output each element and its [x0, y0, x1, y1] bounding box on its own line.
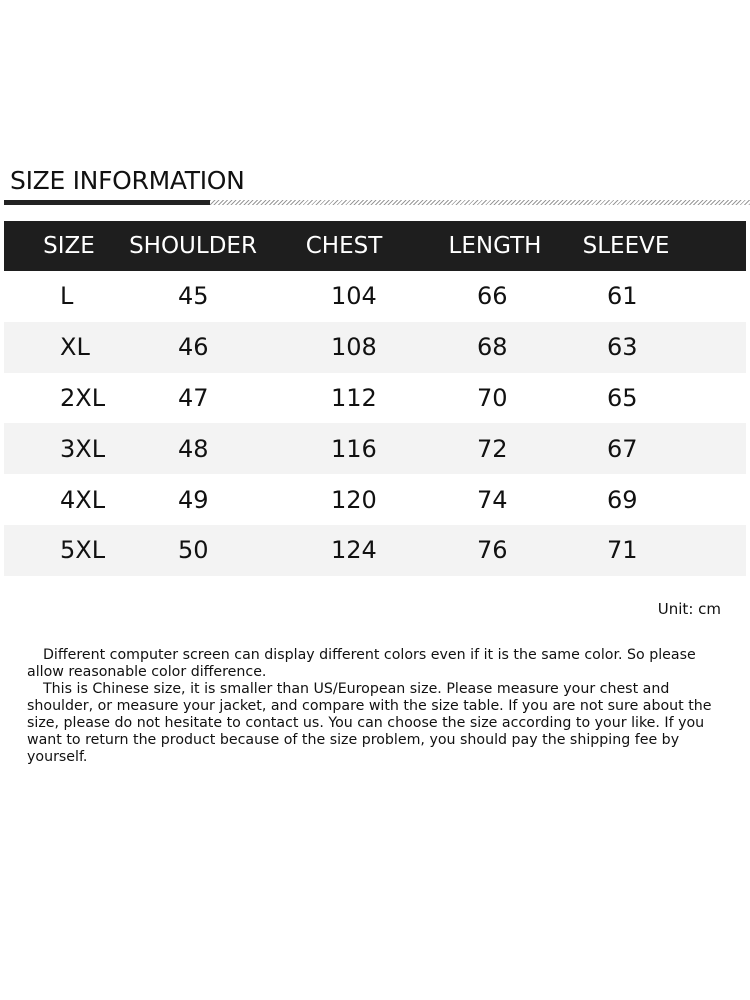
- table-row: [4, 271, 746, 322]
- header-length: LENGTH: [448, 233, 542, 259]
- cell-length: 72: [477, 434, 508, 463]
- cell-length: 66: [477, 282, 508, 311]
- cell-sleeve: 65: [607, 383, 638, 412]
- cell-shoulder: 49: [178, 485, 209, 514]
- header-sleeve: SLEEVE: [582, 233, 670, 259]
- cell-length: 70: [477, 383, 508, 412]
- cell-sleeve: 69: [607, 485, 638, 514]
- cell-size: L: [60, 282, 74, 311]
- cell-chest: 112: [331, 383, 377, 412]
- table-row: [4, 322, 746, 373]
- cell-length: 76: [477, 536, 508, 565]
- cell-chest: 124: [331, 536, 377, 565]
- cell-chest: 104: [331, 282, 377, 311]
- table-row: [4, 525, 746, 576]
- size-table-header: [4, 221, 746, 271]
- cell-shoulder: 45: [178, 282, 209, 311]
- cell-length: 68: [477, 333, 508, 362]
- title-divider-hatch: [210, 200, 750, 205]
- cell-shoulder: 47: [178, 383, 209, 412]
- cell-shoulder: 50: [178, 536, 209, 565]
- cell-size: XL: [60, 333, 90, 362]
- note-size: This is Chinese size, it is smaller than US/European size. Please measure your chest and shoulder, or measure your jacket, and compare with the size table. If you are not sure about the size, please do not hesitate to contact us. You can choose the size according to your like. If you want to return the product because of the size problem, you should pay the shipping fee by yourself.: [27, 681, 712, 765]
- size-table: [4, 221, 746, 576]
- cell-size: 5XL: [60, 536, 106, 565]
- cell-shoulder: 46: [178, 333, 209, 362]
- table-row: [4, 423, 746, 474]
- cell-length: 74: [477, 485, 508, 514]
- cell-sleeve: 71: [607, 536, 638, 565]
- table-row: [4, 373, 746, 424]
- unit-label: Unit: cm: [657, 600, 721, 618]
- header-shoulder: SHOULDER: [129, 233, 257, 259]
- cell-size: 4XL: [60, 485, 106, 514]
- title-divider-solid: [4, 200, 210, 205]
- cell-chest: 120: [331, 485, 377, 514]
- cell-shoulder: 48: [178, 434, 209, 463]
- table-row: [4, 474, 746, 525]
- page-title: SIZE INFORMATION: [10, 166, 245, 195]
- cell-sleeve: 61: [607, 282, 638, 311]
- cell-sleeve: 63: [607, 333, 638, 362]
- cell-size: 2XL: [60, 383, 106, 412]
- cell-size: 3XL: [60, 434, 106, 463]
- title-divider: [4, 199, 750, 206]
- header-size: SIZE: [43, 233, 95, 259]
- cell-sleeve: 67: [607, 434, 638, 463]
- size-notes: [27, 647, 727, 766]
- note-color: Different computer screen can display different colors even if it is the same color. So please allow reasonable color difference.: [27, 647, 696, 680]
- cell-chest: 116: [331, 434, 377, 463]
- cell-chest: 108: [331, 333, 377, 362]
- header-chest: CHEST: [305, 233, 383, 259]
